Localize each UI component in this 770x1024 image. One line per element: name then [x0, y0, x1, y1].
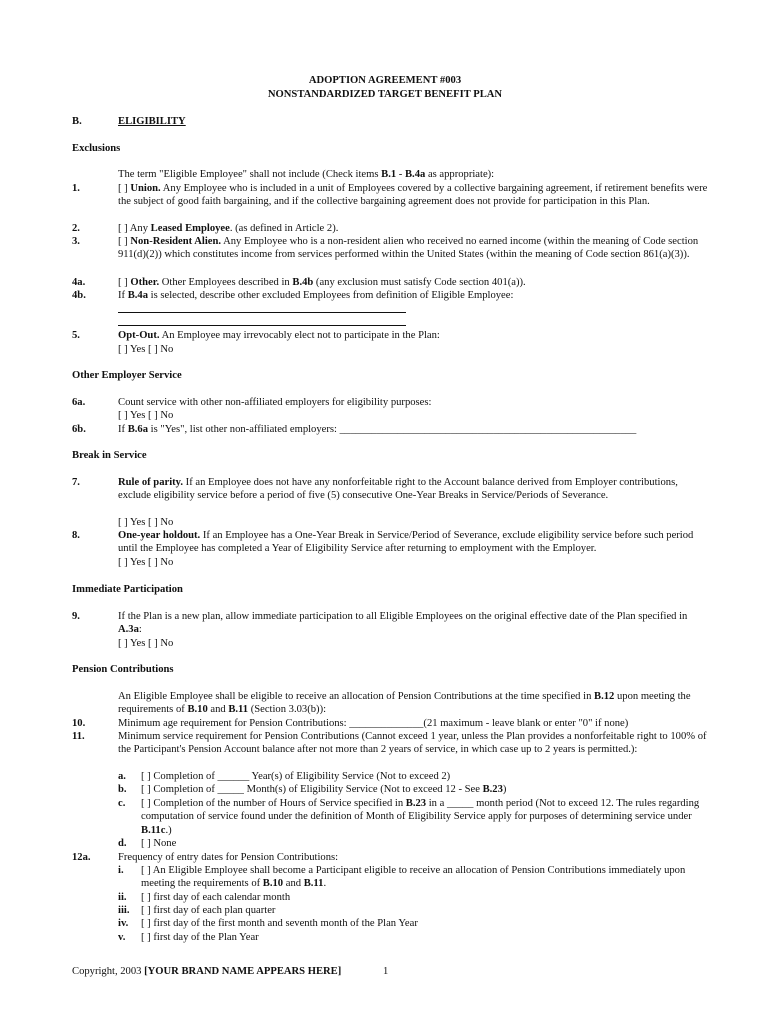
other-service-heading: Other Employer Service — [72, 370, 182, 381]
option-label: d. — [118, 838, 127, 849]
exclusions-heading: Exclusions — [72, 143, 121, 154]
exclusions-intro: The term "Eligible Employee" shall not include (Check items B.1 - B.4a as appropriate): — [118, 169, 495, 180]
option-none[interactable]: [ ] None — [141, 838, 177, 849]
other-exclusion-item[interactable]: [ ] Other. Other Employees described in B.4b (any exclusion must satisfy Code section 401(a)). — [118, 277, 526, 288]
one-year-holdout-yes-no[interactable]: [ ] Yes [ ] No — [118, 557, 174, 568]
option-label: a. — [118, 771, 126, 782]
immediate-participation-yes-no[interactable]: [ ] Yes [ ] No — [118, 638, 174, 649]
option-plan-quarter[interactable]: [ ] first day of each plan quarter — [141, 905, 276, 916]
document-title: ADOPTION AGREEMENT #003 — [308, 75, 462, 86]
option-label: iv. — [118, 918, 129, 929]
item-number: 7. — [72, 477, 80, 488]
option-label: iii. — [118, 905, 130, 916]
rule-of-parity-yes-no[interactable]: [ ] Yes [ ] No — [118, 517, 174, 528]
immediate-participation-item: If the Plan is a new plan, allow immediate participation to all Eligible Employees on the original effective date of the Plan specified in A.3a: — [118, 611, 688, 636]
option-months-of-service[interactable]: [ ] Completion of _____ Month(s) of Eligibility Service (Not to exceed 12 - See B.23) — [141, 784, 507, 795]
entry-frequency-item: Frequency of entry dates for Pension Contributions: — [118, 852, 339, 863]
item-number: 5. — [72, 330, 80, 341]
description-blank-line-2[interactable] — [118, 325, 406, 326]
item-number: 9. — [72, 611, 80, 622]
opt-out-item: Opt-Out. An Employee may irrevocably elect not to participate in the Plan: — [118, 330, 440, 341]
option-first-seventh-month[interactable]: [ ] first day of the first month and seventh month of the Plan Year — [141, 918, 418, 929]
count-service-item: Count service with other non-affiliated employers for eligibility purposes: — [118, 397, 432, 408]
option-label: ii. — [118, 892, 127, 903]
option-years-of-service[interactable]: [ ] Completion of ______ Year(s) of Eligibility Service (Not to exceed 2) — [141, 771, 451, 782]
document-subtitle: NONSTANDARDIZED TARGET BENEFIT PLAN — [267, 89, 503, 100]
item-number: 12a. — [72, 852, 91, 863]
item-number: 3. — [72, 236, 80, 247]
item-number: 11. — [72, 731, 85, 742]
pension-intro: An Eligible Employee shall be eligible to receive an allocation of Pension Contributions at the time specified in B.12 upon meeting the requirements of B.10 and B.11 (Section 3.03(b)): — [118, 691, 691, 716]
option-hours-of-service[interactable]: [ ] Completion of the number of Hours of Service specified in B.23 in a _____ month period (Not to exceed 12. The rules regarding computation of service found under the definition of Month of Eligibility Service apply for purposes of determining service under B.11c.) — [141, 798, 700, 836]
item-number: 6b. — [72, 424, 86, 435]
brand-placeholder: [YOUR BRAND NAME APPEARS HERE] — [144, 966, 342, 977]
footer-copyright: Copyright, 2003 [YOUR BRAND NAME APPEARS HERE] — [72, 966, 342, 977]
item-number: 8. — [72, 530, 80, 541]
item-number: 2. — [72, 223, 80, 234]
item-number: 4a. — [72, 277, 86, 288]
description-blank-line-1[interactable] — [118, 312, 406, 313]
item-number: 10. — [72, 718, 86, 729]
immediate-participation-heading: Immediate Participation — [72, 584, 183, 595]
item-number: 6a. — [72, 397, 86, 408]
page-number: 1 — [383, 966, 389, 977]
rule-of-parity-item: Rule of parity. If an Employee does not have any nonforfeitable right to the Account balance derived from Employer contributions, exclude eligibility service before a period of five (5) consecutive One-Year Breaks in Service/Periods of Severance. — [118, 477, 678, 502]
option-label: c. — [118, 798, 126, 809]
option-label: b. — [118, 784, 127, 795]
non-resident-alien-item[interactable]: [ ] Non-Resident Alien. Any Employee who is a non-resident alien who received no earned income (within the meaning of Code section 911(d)(2)) which constitutes income from services performed within the United States (within the meaning of Code section 861(a)(3)). — [118, 236, 699, 261]
item-number: 4b. — [72, 290, 86, 301]
other-exclusion-description: If B.4a is selected, describe other excluded Employees from definition of Eligible Employee: — [118, 290, 514, 301]
list-employers-item[interactable]: If B.6a is "Yes", list other non-affiliated employers: ________________________________________________________ — [118, 424, 637, 435]
count-service-yes-no[interactable]: [ ] Yes [ ] No — [118, 410, 174, 421]
option-label: i. — [118, 865, 124, 876]
section-title: ELIGIBILITY — [118, 116, 186, 127]
item-number: 1. — [72, 183, 80, 194]
option-label: v. — [118, 932, 126, 943]
option-immediate-entry[interactable]: [ ] An Eligible Employee shall become a Participant eligible to receive an allocation of Pension Contributions immediately upon meeting the requirements of B.10 and B.11. — [141, 865, 686, 890]
option-calendar-month[interactable]: [ ] first day of each calendar month — [141, 892, 291, 903]
section-letter: B. — [72, 116, 82, 127]
break-in-service-heading: Break in Service — [72, 450, 147, 461]
minimum-age-item[interactable]: Minimum age requirement for Pension Contributions: ______________(21 maximum - leave blank or enter "0" if none) — [118, 718, 629, 729]
minimum-service-item: Minimum service requirement for Pension Contributions (Cannot exceed 1 year, unless the Plan provides a nonforfeitable right to 100% of the Participant's Pension Account balance after not more than 2 years of service, in which case up to 2 years is permitted.): — [118, 731, 707, 756]
one-year-holdout-item: One-year holdout. If an Employee has a One-Year Break in Service/Period of Severance, exclude eligibility service before such period until the Employee has completed a Year of Eligibility Service after returning to employment with the Employer. — [118, 530, 694, 555]
option-plan-year[interactable]: [ ] first day of the Plan Year — [141, 932, 259, 943]
opt-out-yes-no[interactable]: [ ] Yes [ ] No — [118, 344, 174, 355]
leased-employee-item[interactable]: [ ] Any Leased Employee. (as defined in Article 2). — [118, 223, 339, 234]
union-exclusion-item[interactable]: [ ] Union. Any Employee who is included in a unit of Employees covered by a collective bargaining agreement, if retirement benefits were the subject of good faith bargaining, and if the collective bargaining agreement does not provide for participation in this Plan. — [118, 183, 708, 208]
pension-contributions-heading: Pension Contributions — [72, 664, 174, 675]
